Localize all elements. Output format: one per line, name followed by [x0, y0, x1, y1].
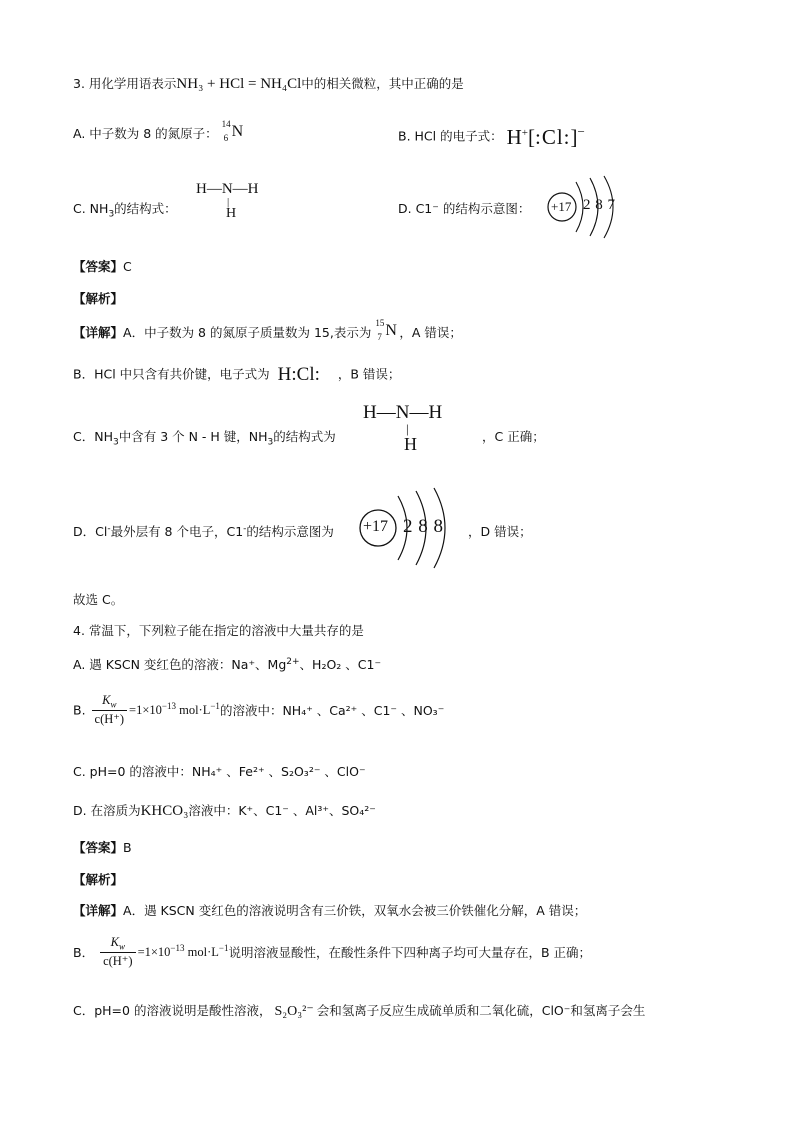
fraction-numerator	[100, 935, 136, 953]
unit: mol·L	[187, 945, 219, 960]
detail-a-text: A．中子数为 8 的氮原子质量数为 15,表示为	[123, 325, 372, 340]
q4-option-b-rest: 的溶液中：NH₄⁺ 、Ca²⁺ 、C1⁻ 、NO₃⁻	[219, 702, 445, 718]
nuclide-symbol: N	[231, 122, 244, 140]
nuclide-atomic-number: 6	[223, 132, 229, 143]
detail-a-end: ，A 错误；	[399, 325, 462, 340]
nuclide-mass-number: 15	[375, 317, 385, 328]
detail-b-text: B．HCl 中只含有共价键，电子式为	[73, 366, 270, 382]
q3-answer	[73, 257, 132, 275]
q4-option-c: C. pH=0 的溶液中：NH₄⁺ 、Fe²⁺ 、S₂O₃²⁻ 、ClO⁻	[73, 764, 366, 779]
q4-option-b	[73, 693, 444, 727]
q3-option-d	[398, 199, 530, 217]
q4-option-d-a: D. 在溶质为	[73, 803, 141, 818]
q3-option-d-atom-diagram	[546, 174, 626, 240]
structure-bond-vertical: |	[406, 421, 409, 436]
q4-option-d	[73, 801, 376, 820]
q3-detail-d	[73, 522, 334, 540]
q3-option-b	[398, 124, 585, 150]
detail-c-a: C．pH=0 的溶液说明是酸性溶液，	[73, 1003, 272, 1018]
detail-c-b: 会和氢离子反应生成硫单质和二氧化硫，ClO⁻和氢离子会生	[316, 1003, 646, 1018]
q3-option-c-sub: 3	[108, 209, 115, 220]
nucleus-charge: +17	[551, 199, 572, 214]
q3-detail-d-end: ，D 错误；	[468, 524, 532, 539]
q3-detail-b	[73, 364, 400, 386]
detail-label: 【详解】	[73, 325, 124, 340]
positive-charge: +	[521, 127, 528, 139]
q3-option-c-structure	[196, 181, 259, 222]
q4-option-a-sup: 2+	[286, 656, 300, 667]
detail-d-c: 的结构示意图为	[246, 524, 334, 539]
structure-top-row: H—N—H	[196, 181, 259, 197]
q3-stem-prefix: 3. 用化学用语表示	[73, 76, 177, 91]
q3-conclusion: 故选 C。	[73, 592, 124, 607]
detail-c-c: 的结构式为	[273, 429, 336, 444]
structure-top-row: H—N—H	[363, 402, 443, 423]
fraction-denominator: c(H⁺)	[94, 711, 125, 726]
answer-label: 【答案】	[73, 259, 124, 274]
q3-detail-a	[73, 317, 462, 344]
q4-detail-c	[73, 1001, 645, 1020]
value: =1×10	[129, 703, 162, 718]
detail-c-a: C．NH	[73, 429, 113, 444]
detail-a-text: A．遇 KSCN 变红色的溶液说明含有三价铁，双氧水会被三价铁催化分解，A 错误；	[123, 903, 587, 918]
chlorine-electron-dots: :Cl:	[534, 125, 571, 149]
q3-detail-d-atom-diagram	[358, 486, 458, 570]
structure-bottom-row: H	[404, 434, 417, 454]
detail-c-ion: S₂O₃²⁻	[274, 1004, 314, 1019]
fraction-denominator: c(H⁺)	[103, 953, 133, 968]
kw-subscript: w	[110, 699, 117, 710]
q3-stem-suffix: 中的相关微粒，其中正确的是	[301, 76, 464, 91]
nuclide-symbol: N	[385, 321, 397, 339]
q4-option-a	[73, 655, 381, 673]
q3-stem-equation: NH₃ + HCl = NH₄Cl	[176, 76, 302, 92]
q3-detail-c-end: ，C 正确；	[482, 429, 545, 444]
right-bracket: ]	[570, 125, 578, 149]
kw-subscript: w	[118, 941, 125, 952]
q4-option-b-value	[129, 703, 220, 717]
detail-c-sub-1: 3	[112, 437, 119, 448]
q3-option-c-suffix: 的结构式：	[114, 201, 177, 216]
shell-arc-1	[576, 182, 583, 232]
answer-value: B	[123, 840, 132, 855]
q4-option-a-text-a: A. 遇 KSCN 变红色的溶液：Na⁺、Mg	[73, 657, 287, 672]
structure-bond-vertical: |	[227, 196, 230, 208]
q3-option-c	[73, 199, 177, 220]
q4-option-b-prefix: B.	[73, 702, 86, 718]
nuclide-atomic-number: 7	[377, 331, 382, 342]
detail-d-sup-1: -	[107, 523, 111, 534]
q3-detail-c	[73, 427, 336, 448]
detail-d-b: 最外层有 8 个电子，C1	[110, 524, 244, 539]
fraction-numerator	[92, 693, 128, 711]
q4-option-d-formula: KHCO₃	[140, 803, 189, 819]
detail-b-electron-formula: H:Cl:	[277, 364, 320, 385]
exponent: −13	[170, 943, 185, 954]
left-bracket: [	[527, 125, 535, 149]
electron-shells: 2 8 7	[583, 197, 615, 213]
nucleus-charge: +17	[363, 518, 389, 535]
q3-option-a-nuclide	[221, 118, 246, 145]
detail-c-sub-2: 3	[267, 437, 274, 448]
unit-exponent: −1	[218, 943, 229, 954]
detail-b-prefix: B．	[73, 944, 95, 960]
q4-stem: 4. 常温下，下列粒子能在指定的溶液中大量共存的是	[73, 623, 364, 638]
structure-bottom-row: H	[226, 206, 237, 221]
value: =1×10	[137, 945, 171, 960]
q3-option-b-text: B. HCl 的电子式：	[398, 128, 503, 144]
hydrogen-symbol: H	[506, 125, 522, 149]
detail-c-b: 中含有 3 个 N - H 键，NH	[118, 429, 268, 444]
kw-symbol: K	[110, 935, 119, 949]
detail-b-rest: 说明溶液显酸性，在酸性条件下四种离子均可大量存在，B 正确；	[228, 944, 592, 960]
q4-option-a-text-b: 、H₂O₂ 、C1⁻	[299, 657, 382, 672]
detail-label: 【详解】	[73, 903, 124, 918]
unit-exponent: −1	[210, 701, 220, 712]
q3-option-a-text: A. 中子数为 8 的氮原子：	[73, 126, 218, 141]
detail-d-a: D．Cl	[73, 524, 108, 539]
negative-charge: −	[577, 124, 585, 139]
q4-detail-a	[73, 901, 586, 919]
q4-detail-b	[73, 935, 591, 969]
answer-label: 【答案】	[73, 840, 124, 855]
q3-option-d-text: D. C1⁻ 的结构示意图：	[398, 201, 531, 216]
exponent: −13	[161, 701, 176, 712]
q3-stem	[73, 74, 464, 93]
q3-option-c-prefix: C. NH	[73, 201, 109, 216]
electron-shells: 2 8 8	[403, 516, 443, 537]
q3-detail-c-structure	[363, 402, 442, 455]
q4-answer	[73, 838, 132, 856]
detail-d-sup-2: -	[243, 523, 247, 534]
nuclide-mass-number: 14	[221, 118, 231, 129]
q3-option-a	[73, 118, 246, 145]
detail-b-value	[138, 945, 229, 959]
q4-option-d-b: 溶液中：K⁺、C1⁻ 、Al³⁺、SO₄²⁻	[188, 803, 376, 818]
kw-symbol: K	[102, 693, 111, 707]
unit: mol·L	[179, 703, 211, 718]
kw-fraction	[100, 935, 136, 969]
q4-analysis-label: 【解析】	[73, 872, 124, 887]
q3-analysis-label: 【解析】	[73, 291, 124, 306]
q3-option-b-electron-formula	[507, 125, 585, 149]
detail-a-nuclide	[375, 317, 399, 344]
kw-fraction	[92, 693, 128, 727]
detail-b-end: ，B 错误；	[337, 366, 401, 382]
answer-value: C	[123, 259, 132, 274]
